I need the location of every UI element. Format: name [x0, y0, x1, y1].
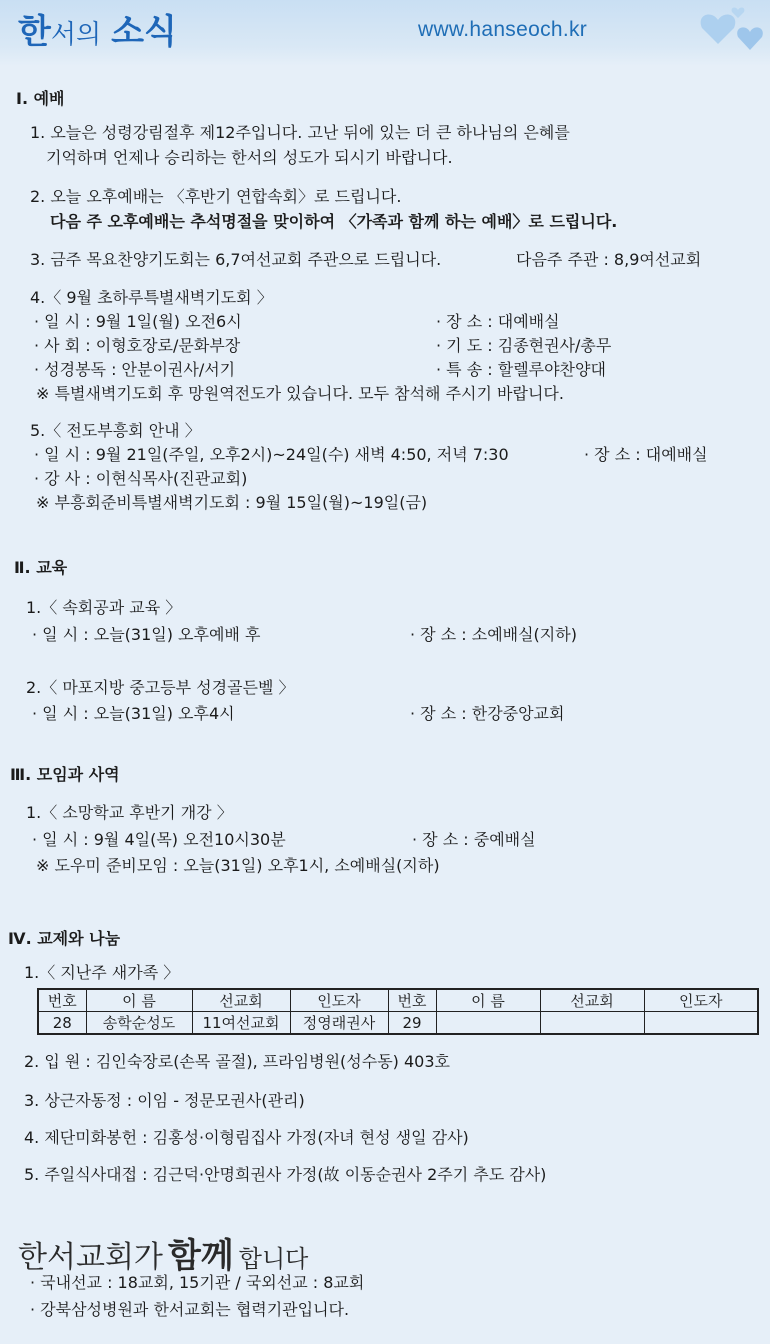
- dawn-prayer-note: ※ 특별새벽기도회 후 망원역전도가 있습니다. 모두 참석해 주시기 바랍니다.: [36, 384, 564, 403]
- table-cell: [540, 1012, 644, 1035]
- footer-partner: · 강북삼성병원과 한서교회는 협력기관입니다.: [30, 1300, 350, 1319]
- section-fellowship-heading: Ⅳ. 교제와 나눔: [8, 929, 121, 948]
- worship-item-4-title: 4.〈 9월 초하루특별새벽기도회 〉: [30, 288, 273, 307]
- fellowship-item-1-title: 1.〈 지난주 새가족 〉: [24, 963, 180, 982]
- education-item-1-place: · 장 소 : 소예배실(지하): [410, 625, 577, 644]
- table-cell: [436, 1012, 540, 1035]
- footer-title-b: 함께: [168, 1236, 234, 1276]
- table-cell: 송학순성도: [86, 1012, 192, 1035]
- table-cell: 28: [38, 1012, 86, 1035]
- section-ministry-heading: Ⅲ. 모임과 사역: [10, 765, 120, 784]
- footer-title-a: 한서교회가: [18, 1240, 163, 1275]
- worship-item-2-cont: 다음 주 오후예배는 추석명절을 맞이하여 〈가족과 함께 하는 예배〉로 드립니다.: [50, 212, 618, 231]
- dawn-prayer-date: · 일 시 : 9월 1일(월) 오전6시: [34, 312, 242, 331]
- ministry-item-1-place: · 장 소 : 중예배실: [412, 830, 536, 849]
- dawn-prayer-bible: · 성경봉독 : 안분이권사/서기: [34, 360, 236, 379]
- footer-missions: · 국내선교 : 18교회, 15기관 / 국외선교 : 8교회: [30, 1273, 365, 1292]
- website-link[interactable]: www.hanseoch.kr: [418, 18, 588, 41]
- table-cell: 정영래권사: [290, 1012, 388, 1035]
- ministry-item-1-date: · 일 시 : 9월 4일(목) 오전10시30분: [32, 830, 286, 849]
- new-family-table: [37, 988, 759, 1035]
- table-cell: 11여선교회: [192, 1012, 290, 1035]
- ministry-item-1-note: ※ 도우미 준비모임 : 오늘(31일) 오후1시, 소예배실(지하): [36, 856, 440, 875]
- revival-place: · 장 소 : 대예배실: [584, 445, 708, 464]
- worship-item-1: 1. 오늘은 성령강림절후 제12주입니다. 고난 뒤에 있는 더 큰 하나님의 은혜를: [30, 123, 570, 142]
- worship-item-5-title: 5.〈 전도부흥회 안내 〉: [30, 421, 201, 440]
- header-cell: 이 름: [436, 989, 540, 1012]
- education-item-2-place: · 장 소 : 한강중앙교회: [410, 704, 565, 723]
- header-cell: 인도자: [644, 989, 758, 1012]
- header-cell: 번호: [38, 989, 86, 1012]
- footer-title: [18, 1228, 308, 1277]
- header-cell: 인도자: [290, 989, 388, 1012]
- title-part2: 서의: [50, 20, 102, 50]
- table-header-row: [38, 989, 758, 1012]
- ministry-item-1-title: 1.〈 소망학교 후반기 개강 〉: [26, 803, 233, 822]
- header-cell: 번호: [388, 989, 436, 1012]
- fellowship-item-2: 2. 입 원 : 김인숙장로(손목 골절), 프라임병원(성수동) 403호: [24, 1052, 450, 1071]
- fellowship-item-4: 4. 제단미화봉헌 : 김홍성·이형림집사 가정(자녀 현성 생일 감사): [24, 1128, 469, 1147]
- footer-title-c: 합니다: [238, 1245, 309, 1273]
- revival-speaker: · 강 사 : 이현식목사(진관교회): [34, 469, 248, 488]
- worship-item-2: 2. 오늘 오후예배는 〈후반기 연합속회〉로 드립니다.: [30, 187, 402, 206]
- header-cell: 이 름: [86, 989, 192, 1012]
- dawn-prayer-mc: · 사 회 : 이형호장로/문화부장: [34, 336, 241, 355]
- title-part1: 한: [18, 12, 51, 52]
- education-item-2-title: 2.〈 마포지방 중고등부 성경골든벨 〉: [26, 678, 295, 697]
- fellowship-item-5: 5. 주일식사대접 : 김근덕·안명희권사 가정(故 이동순권사 2주기 추도 감사): [24, 1165, 547, 1184]
- dawn-prayer-prayer: · 기 도 : 김종현권사/총무: [436, 336, 612, 355]
- table-row: [38, 1012, 758, 1035]
- revival-note: ※ 부흥회준비특별새벽기도회 : 9월 15일(월)~19일(금): [36, 493, 428, 512]
- table-cell: [644, 1012, 758, 1035]
- education-item-1-date: · 일 시 : 오늘(31일) 오후예배 후: [32, 625, 261, 644]
- section-education-heading: Ⅱ. 교육: [14, 558, 68, 577]
- worship-item-1-cont: 기억하며 언제나 승리하는 한서의 성도가 되시기 바랍니다.: [46, 148, 453, 167]
- education-item-2-date: · 일 시 : 오늘(31일) 오후4시: [32, 704, 235, 723]
- table-cell: 29: [388, 1012, 436, 1035]
- title-part3: 소식: [111, 12, 177, 52]
- dawn-prayer-song: · 특 송 : 할렐루야찬양대: [436, 360, 606, 379]
- worship-item-3: 3. 금주 목요찬양기도회는 6,7여선교회 주관으로 드립니다.: [30, 250, 442, 269]
- dawn-prayer-place: · 장 소 : 대예배실: [436, 312, 560, 331]
- section-worship-heading: Ⅰ. 예배: [16, 89, 65, 108]
- revival-date: · 일 시 : 9월 21일(주일, 오후2시)~24일(수) 새벽 4:50, 저녁 7:30: [34, 445, 509, 464]
- header-cell: 선교회: [192, 989, 290, 1012]
- worship-item-3-next: 다음주 주관 : 8,9여선교회: [516, 250, 702, 269]
- education-item-1-title: 1.〈 속회공과 교육 〉: [26, 598, 182, 617]
- header-cell: 선교회: [540, 989, 644, 1012]
- fellowship-item-3: 3. 상근자동정 : 이임 - 정문모권사(관리): [24, 1091, 305, 1110]
